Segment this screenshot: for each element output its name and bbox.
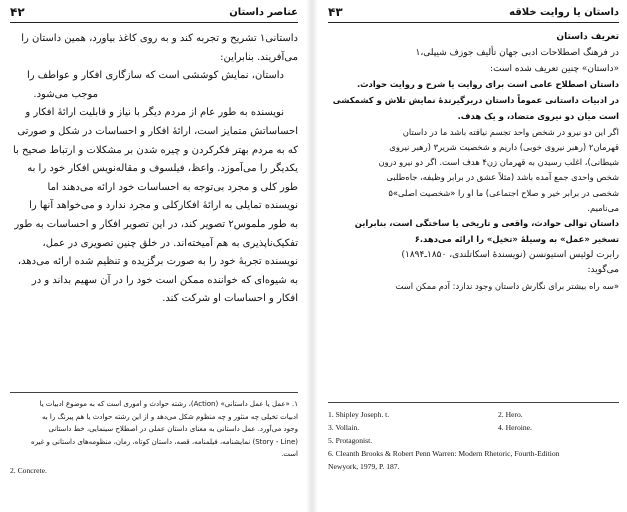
left-footnote-rule bbox=[10, 392, 298, 393]
footnote: 3. Vollain. bbox=[328, 423, 360, 432]
text-line: می‌آفریند. بنابراین: bbox=[220, 51, 298, 63]
footnote: 5. Protagonist. bbox=[328, 436, 373, 445]
text-line: به شیوه‌ای که خواننده ممکن است خود را در آن سهیم بداند و در bbox=[31, 274, 298, 286]
right-footnotes bbox=[328, 408, 619, 473]
left-running-title: عناصر داستان bbox=[229, 6, 298, 18]
footnote-row bbox=[328, 460, 619, 473]
quote-line: داستان، نمایش کوششی است که سازگاری افکار و عواطف را bbox=[27, 70, 284, 82]
footnote: Newyork, 1979, P. 187. bbox=[328, 462, 400, 471]
text-line: که به مردم بهتر فکرکردن و چیره شدن بر مشکلات و ارتباط صحیح با bbox=[13, 144, 298, 156]
right-footnote-rule bbox=[328, 402, 619, 403]
footnote: 6. Cleanth Brooks & Robert Penn Warren: Modern Rhetoric, Fourth-Edition bbox=[328, 449, 560, 458]
footnote-row bbox=[328, 447, 619, 460]
right-running-title: داستان یا روایت خلاقه bbox=[509, 6, 619, 18]
text-line: شیطانی)، اغلب رسیدن به قهرمان زن‌۴ هدف است. اگر دو نیرو درون bbox=[378, 157, 619, 168]
right-body-text bbox=[328, 30, 619, 294]
text-line: افکار و احساسات او شرکت کند. bbox=[162, 293, 298, 305]
definition-line: در ادبیات داستانی عموماً داستان دربرگیرندهٔ نمایش تلاش و کشمکشی bbox=[332, 95, 619, 106]
left-header-rule bbox=[10, 22, 298, 23]
text-line: در فرهنگ اصطلاحات ادبی جهان تألیف جوزف شیپلی،‌۱ bbox=[415, 47, 619, 58]
quote-line: موجب می‌شود. bbox=[33, 88, 98, 100]
left-page bbox=[0, 0, 306, 512]
footnote-line: وجود می‌آورد. عمل داستانی به معنای داستان عملی در اصطلاح سینمایی، خط داستانی bbox=[48, 425, 298, 434]
footnote: 2. Hero. bbox=[498, 410, 523, 419]
footnote-row bbox=[328, 408, 619, 421]
left-page-header bbox=[10, 4, 298, 20]
footnote-line: 2. Concrete. bbox=[10, 465, 47, 475]
left-body-text bbox=[10, 30, 298, 309]
footnote-line: ۱. «عمل یا عمل داستانی» (Action)، رشته حوادث و اموری است که به موضوع ادبیات یا bbox=[39, 400, 298, 408]
left-page-number: ۴۲ bbox=[10, 5, 25, 19]
book-gutter bbox=[306, 0, 318, 512]
footnote-line: است. bbox=[281, 450, 298, 459]
footnote: 1. Shipley Joseph. t. bbox=[328, 410, 390, 419]
definition-line: داستان اصطلاح عامی است برای روایت یا شرح و روایت حوادث. bbox=[356, 79, 619, 90]
text-line: نویسنده به طور عام از مردم دیگر با نیاز و قابلیت ارائهٔ افکار و bbox=[25, 107, 284, 119]
footnote-row bbox=[328, 434, 619, 447]
text-line: «داستان» چنین تعریف شده است: bbox=[490, 63, 619, 74]
definition-line: است میان دو نیروی متضاد، و یک هدف. bbox=[457, 110, 619, 121]
footnote-line: ادبیات تخیلی چه منثور و چه منظوم شکل می‌دهد و از این رشته حوادث یا هم پیرنگ را به bbox=[41, 412, 298, 421]
footnote: 4. Heroine. bbox=[498, 423, 532, 432]
text-line: داستانی‌۱ تشریح و تجربه کند و به روی کاغذ بیاورد، همین داستان را bbox=[21, 33, 298, 44]
text-line: نویسنده تمایلی به ارائهٔ افکارکلی و مجرد ندارد و می‌خواهد آنها را bbox=[29, 200, 298, 212]
footnote-row bbox=[328, 421, 619, 434]
text-line: «سه راه بیشتر برای نگارش داستان وجود ندارد: آدم ممکن است bbox=[395, 281, 619, 292]
right-header-rule bbox=[328, 22, 619, 23]
text-line: تفکیک‌ناپذیری به هم آمیخته‌اند. در خلق چنین تصویری در عمل، bbox=[42, 237, 298, 249]
text-line: قهرمان‌۲ (رهبر نیروی خوبی) داریم و شخصیت شریر‌۳ (رهبر نیروی bbox=[389, 141, 619, 152]
text-line: یکدیگر را می‌آموزد. واعظ، فیلسوف و مقاله‌نویس افکار خود را به bbox=[27, 163, 298, 175]
footnote-line: (Story - Line) نمایشنامه، فیلمنامه، قصه، داستان کوتاه، رمان، منظومه‌های داستانی و غیره bbox=[31, 437, 298, 446]
text-line: شخصی در برابر خیر و صلاح اجتماعی) ما او را «شخصیت اصلی»‌۵ bbox=[388, 187, 619, 198]
text-line: می‌نامیم. bbox=[587, 202, 619, 213]
right-page bbox=[318, 0, 627, 512]
text-line: می‌گوید: bbox=[587, 265, 619, 276]
text-line: شخص واحدی جمع آمده باشد (مثلاً عشق در برابر وظیفه، جاه‌طلبی bbox=[386, 172, 619, 183]
text-line: رابرت لوئیس استیونسن (نویسندهٔ اسکاتلندی، ۱۸۵۰ـ۱۸۹۴) bbox=[401, 249, 619, 260]
text-line: نویسنده تجربهٔ خود را به صورت برگزیده و تنظیم شده ارائه می‌دهد، bbox=[17, 256, 298, 268]
definition-line: داستان توالی حوادث، واقعی و تاریخی یا ساختگی است، بنابراین bbox=[354, 218, 619, 228]
right-page-header bbox=[328, 4, 619, 20]
text-line: طور کلی و مجرد بی‌توجه به احساسات خود ارائه می‌دهند اما bbox=[47, 181, 298, 193]
section-title: تعریف داستان bbox=[556, 32, 619, 42]
definition-line: تسخیر «عمل» به وسیلهٔ «تخیل» را ارائه می‌دهد.‌۶ bbox=[414, 233, 619, 244]
right-page-number: ۴۳ bbox=[328, 5, 343, 19]
left-footnotes bbox=[10, 398, 298, 478]
text-line: احساساتش متمایز است، ارائهٔ افکار و احساسات در شکل و صورتی bbox=[17, 125, 298, 137]
text-line: اگر این دو نیرو در شخص واحد تجسم نیافته باشد ما در داستان bbox=[402, 126, 619, 137]
text-line: به طور ملموس‌۲ تصویر کند، در این تصویر افکار و احساسات به طور bbox=[14, 218, 298, 230]
